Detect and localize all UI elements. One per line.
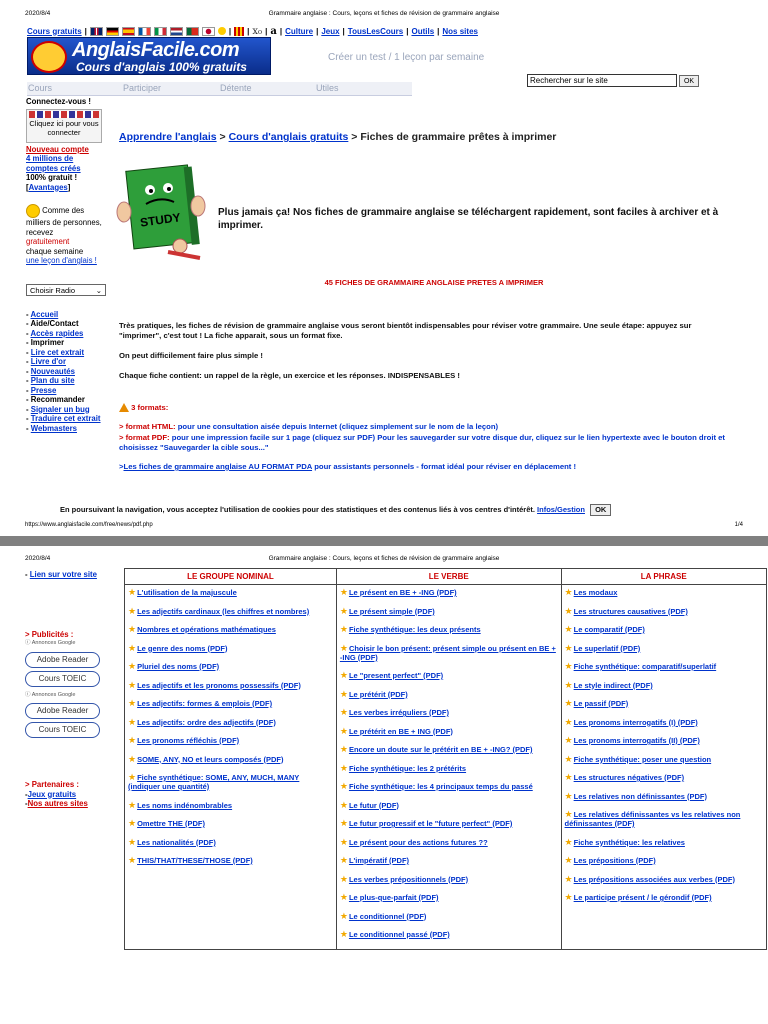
warning-icon (119, 403, 129, 412)
side-menu-item[interactable]: - Livre d'or (26, 357, 66, 366)
lesson-link[interactable]: Le "present perfect" (PDF) (348, 671, 444, 680)
nav-touslescours[interactable]: TousLesCours (347, 26, 404, 36)
chevron-down-icon: ⌄ (95, 285, 102, 295)
star-icon: ★ (339, 781, 348, 791)
lesson-item[interactable] (340, 912, 558, 921)
print-page-2 (0, 546, 768, 1024)
lesson-link[interactable]: Le plus-que-parfait (PDF) (348, 893, 439, 902)
flag-netherlands-icon[interactable] (170, 27, 183, 36)
annonces-google-2-text: Annonces Google (31, 691, 76, 698)
print-page-number: 1/4 (734, 522, 743, 528)
star-icon: ★ (339, 624, 348, 634)
left-sidebar-2: - Lien sur votre site > Publicités : ⓘ Annonces Google Adobe Reader Cours TOEIC ⓘ Annonces Google Adobe Reader Cours TOEIC > Partenaires : -Jeux gratuits -Nos autres sites (25, 570, 125, 809)
side-menu-item-label[interactable]: Webmasters (30, 423, 77, 433)
lesson-link[interactable]: Les nationalités (PDF) (137, 837, 216, 847)
star-icon: ★ (339, 892, 348, 902)
annonces-google-1: ⓘ Annonces Google (25, 640, 76, 646)
publicites-heading: > Publicités : (25, 629, 74, 639)
breadcrumb-apprendre[interactable]: Apprendre l'anglais (119, 131, 217, 143)
free-text: 100% gratuit ! (26, 173, 78, 182)
side-menu-item-label[interactable]: Lire cet extrait (30, 347, 85, 357)
menu-detente[interactable]: Détente (220, 83, 252, 93)
lesson-item[interactable] (128, 773, 333, 791)
lesson-link[interactable]: Le présent simple (PDF) (348, 606, 435, 616)
star-icon: ★ (564, 587, 573, 597)
annonces-google-1-text: Annonces Google (31, 640, 76, 646)
format-pdf-label: > format PDF: (119, 433, 170, 442)
paragraph-1: Très pratiques, les fiches de révision de grammaire anglaise vous seront bientôt indispensables pour réviser votre grammaire. Une seule étape: appuyez sur "imprimer", c'est tout ! La fiche apparait, sous un format fixe. (119, 321, 692, 340)
lesson-item[interactable] (340, 856, 558, 865)
print-header-2 (0, 555, 768, 567)
ad-cours-toeic-2[interactable]: Cours TOEIC (25, 722, 100, 738)
nav-nos-sites[interactable]: Nos sites (442, 26, 478, 36)
lesson-item[interactable] (340, 838, 558, 847)
side-menu-item-label[interactable]: Nouveautés (30, 366, 75, 376)
lesson-item[interactable] (128, 588, 333, 597)
menu-utiles[interactable]: Utiles (316, 83, 339, 93)
lesson-link[interactable]: L'impératif (PDF) (348, 856, 410, 865)
format-html-label: > format HTML: (119, 422, 176, 431)
lesson-item[interactable] (340, 930, 558, 939)
star-icon: ★ (339, 873, 348, 884)
lesson-item[interactable] (340, 690, 558, 699)
star-icon: ★ (128, 855, 137, 865)
flag-france-icon[interactable] (138, 27, 151, 36)
connect-heading: Connectez-vous ! (26, 97, 91, 106)
left-sidebar: Connectez-vous ! Cliquez ici pour vous connecter Nouveau compte 4 millions de comptes créés 100% gratuit ! [Avantages] Comme des milliers de personnes, recevez gratuitement chaque semaine une leçon d'anglais ! Choisir Radio ⌄ - Accueil - Aide/Contact - Accès rapides - Imprimer - Lire cet extrait - Livre d'or - Nouveautés - Plan du site - Presse - Recommander - Signaler un bug - Traduire cet extrait - Webmasters (26, 97, 106, 433)
side-menu-item-label: Aide/Contact (30, 319, 79, 328)
side-menu-item-label: Recommander (30, 395, 85, 404)
lesson-link[interactable]: Le prétérit en BE + ING (PDF) (348, 726, 453, 736)
star-icon: ★ (128, 753, 137, 764)
star-icon: ★ (128, 698, 137, 708)
nav-culture[interactable]: Culture (285, 26, 314, 36)
lesson-link[interactable]: Le conditionnel passé (PDF) (348, 930, 450, 939)
star-icon: ★ (128, 679, 137, 690)
lesson-item[interactable] (340, 893, 558, 902)
colors-icon[interactable] (234, 27, 244, 36)
lesson-item[interactable] (340, 644, 558, 662)
millions-link[interactable]: 4 millions de comptes créés (26, 154, 81, 173)
side-menu-item-label: Imprimer (30, 338, 65, 347)
lesson-item[interactable] (128, 699, 333, 708)
lesson-link[interactable]: Les adjectifs cardinaux (les chiffres et nombres) (137, 606, 310, 616)
math-icon[interactable]: x₀ (252, 25, 263, 37)
annonces-google-2: ⓘ Annonces Google (25, 691, 76, 698)
newsletter-text: Comme des milliers de personnes, recevez (26, 206, 102, 237)
star-icon: ★ (128, 735, 137, 745)
side-menu-item[interactable]: - Accès rapides (26, 328, 84, 338)
lesson-item[interactable] (565, 662, 763, 671)
autres-sites-link[interactable]: Nos autres sites (27, 799, 88, 808)
star-icon: ★ (564, 873, 573, 884)
lesson-link[interactable]: Le futur progressif et le "future perfect" (PDF) (348, 819, 513, 828)
lesson-item[interactable] (565, 773, 763, 782)
lesson-link[interactable]: Le futur (PDF) (348, 800, 399, 810)
radio-select-value: Choisir Radio (30, 285, 76, 295)
star-icon: ★ (564, 679, 573, 690)
menu-cours[interactable]: Cours (28, 83, 53, 93)
intro-text: Plus jamais ça! Nos fiches de grammaire anglaise se téléchargent rapidement, sont faciles à archiver et à imprimer. (218, 207, 719, 231)
star-icon: ★ (339, 642, 348, 653)
lesson-item[interactable] (340, 782, 558, 791)
study-book-illustration (110, 160, 215, 260)
smiley-icon[interactable] (218, 27, 226, 35)
lesson-link[interactable]: Les pronoms réfléchis (PDF) (137, 736, 240, 745)
star-icon: ★ (339, 744, 348, 754)
print-date: 2020/8/4 (25, 10, 51, 17)
header-verbe: LE VERBE (336, 569, 561, 585)
lesson-item[interactable] (128, 838, 333, 847)
star-icon: ★ (339, 670, 348, 680)
lesson-item[interactable] (340, 819, 558, 828)
new-account-link[interactable]: Nouveau compte (26, 144, 89, 154)
search-input[interactable]: Rechercher sur le site (527, 74, 677, 87)
ad-adobe-reader-2[interactable]: Adobe Reader (25, 703, 100, 719)
lesson-link[interactable]: Fiche synthétique: SOME, ANY, MUCH, MANY (indiquer une quantité) (128, 773, 300, 791)
side-menu-item-label[interactable]: Accès rapides (30, 328, 84, 338)
print-title: Grammaire anglaise : Cours, leçons et fiches de révision de grammaire anglaise (268, 10, 500, 17)
print-url: https://www.anglaisfacile.com/free/news/pdf.php (25, 522, 153, 528)
logo-subtitle: Cours d'anglais 100% gratuits (76, 60, 247, 74)
thumbs-up-smiley-icon (26, 204, 40, 218)
lesson-link[interactable]: Les pronoms interrogatifs (I) (PDF) (573, 717, 698, 727)
print-footer (25, 522, 743, 528)
lesson-item[interactable] (565, 755, 763, 764)
flag-portugal-icon[interactable] (186, 27, 199, 36)
lesson-link[interactable]: Les modaux (573, 588, 618, 597)
side-menu-item[interactable]: - Plan du site (26, 376, 75, 385)
format-pdf (119, 433, 729, 453)
advantages-link[interactable]: Avantages (28, 182, 68, 192)
lesson-item[interactable] (340, 588, 558, 597)
top-nav: Cours gratuits | | | x₀ | a | Culture | Jeux | TousLesCours | Outils | Nos sites (27, 25, 478, 37)
lesson-item[interactable] (565, 607, 763, 616)
side-menu-item[interactable]: - Signaler un bug (26, 404, 90, 414)
lesson-link[interactable]: Les pronoms interrogatifs (II) (PDF) (573, 736, 700, 745)
column-phrase (561, 585, 766, 950)
lesson-link[interactable]: Choisir le bon présent: présent simple ou présent en BE + -ING (PDF) (339, 643, 556, 662)
lesson-item[interactable] (565, 699, 763, 708)
lesson-link[interactable]: Les verbes irréguliers (PDF) (348, 708, 449, 717)
lien-site-link[interactable]: Lien sur votre site (29, 570, 97, 579)
side-menu-item-label[interactable]: Plan du site (30, 376, 75, 385)
menu-participer[interactable]: Participer (123, 83, 162, 93)
nav-jeux[interactable]: Jeux (321, 26, 340, 36)
lesson-item[interactable] (565, 736, 763, 745)
column-groupe-nominal (125, 585, 337, 950)
study-label: STUDY (139, 210, 182, 230)
lesson-item[interactable] (340, 727, 558, 736)
lesson-item[interactable] (565, 893, 763, 902)
gratuitement-text: gratuitement (26, 237, 70, 246)
partenaires-heading: > Partenaires : (25, 780, 79, 789)
flag-spain-icon[interactable] (122, 27, 135, 36)
cookie-info-link[interactable]: Infos/Gestion (537, 505, 585, 514)
side-menu-item-label[interactable]: Livre d'or (30, 357, 66, 366)
star-icon: ★ (339, 799, 348, 810)
star-icon: ★ (339, 688, 348, 699)
lesson-item[interactable] (565, 810, 763, 828)
lesson-link[interactable]: Fiche synthétique: les deux présents (348, 625, 481, 634)
star-icon: ★ (339, 725, 348, 736)
lesson-link[interactable]: Omettre THE (PDF) (137, 819, 205, 828)
nav-outils[interactable]: Outils (411, 26, 435, 36)
lesson-link[interactable]: Les adjectifs et les pronoms possessifs (PDF) (137, 680, 301, 690)
star-icon: ★ (564, 790, 573, 801)
newsletter-link[interactable]: une leçon d'anglais ! (26, 256, 97, 265)
star-icon: ★ (339, 818, 348, 828)
lesson-link[interactable]: Le comparatif (PDF) (573, 625, 645, 634)
lesson-link[interactable]: SOME, ANY, NO et leurs composés (PDF) (137, 754, 284, 764)
star-icon: ★ (339, 929, 348, 939)
side-menu-item[interactable]: - Traduire cet extrait (26, 414, 101, 423)
lesson-item[interactable] (128, 681, 333, 690)
letter-a-icon[interactable]: a (270, 25, 277, 37)
lesson-item[interactable] (340, 764, 558, 773)
star-icon: ★ (339, 605, 348, 616)
star-icon: ★ (339, 587, 348, 597)
lesson-item[interactable] (128, 718, 333, 727)
lesson-item[interactable] (565, 718, 763, 727)
star-icon: ★ (564, 661, 573, 671)
print-date-2: 2020/8/4 (25, 555, 51, 562)
lesson-link[interactable]: Le prétérit (PDF) (348, 689, 408, 699)
paragraph-3: Chaque fiche contient: un rappel de la règle, un exercice et les réponses. INDISPENSABLES ! (119, 371, 460, 380)
lesson-link[interactable]: Encore un doute sur le prétérit en BE + -ING? (PDF) (348, 745, 533, 754)
star-icon: ★ (128, 716, 137, 727)
print-title-2: Grammaire anglaise : Cours, leçons et fiches de révision de grammaire anglaise (268, 555, 500, 562)
lesson-item[interactable] (128, 755, 333, 764)
lesson-link[interactable]: Fiche synthétique: les 4 principaux temps du passé (348, 782, 533, 791)
create-test-link[interactable]: Créer un test / 1 leçon par semaine (328, 52, 485, 63)
heading-45-fiches: 45 FICHES DE GRAMMAIRE ANGLAISE PRETES A IMPRIMER (324, 278, 544, 287)
lesson-item[interactable] (565, 792, 763, 801)
header-groupe-nominal: LE GROUPE NOMINAL (125, 569, 337, 585)
lesson-link[interactable]: Le passif (PDF) (573, 699, 629, 708)
side-menu-item[interactable]: - Accueil (26, 309, 59, 319)
lesson-link[interactable]: Le présent pour des actions futures ?? (348, 837, 488, 847)
nav-cours-gratuits[interactable]: Cours gratuits (27, 26, 82, 36)
main-menu (27, 82, 412, 96)
site-logo[interactable] (27, 37, 271, 75)
lesson-link[interactable]: Fiche synthétique: les 2 prétérits (348, 763, 467, 773)
star-icon: ★ (564, 716, 573, 727)
star-icon: ★ (339, 910, 348, 921)
lesson-item[interactable] (340, 801, 558, 810)
star-icon: ★ (128, 818, 137, 828)
lesson-link[interactable]: Les structures négatives (PDF) (573, 773, 685, 782)
column-verbe (336, 585, 561, 950)
star-icon: ★ (564, 855, 573, 865)
star-icon: ★ (564, 642, 573, 653)
star-icon: ★ (564, 836, 573, 847)
format-html-desc: pour une consultation aisée depuis Internet (cliquez simplement sur le nom de la leçon) (177, 422, 499, 431)
lesson-item[interactable] (128, 819, 333, 828)
lesson-link[interactable]: Les relatives non définissantes (PDF) (573, 791, 707, 801)
flag-germany-icon[interactable] (106, 27, 119, 36)
cookie-banner (0, 502, 768, 518)
star-icon: ★ (128, 642, 137, 653)
star-icon: ★ (128, 587, 137, 597)
lesson-item[interactable] (565, 625, 763, 634)
lesson-item[interactable] (340, 708, 558, 717)
star-icon: ★ (564, 753, 573, 764)
lesson-item[interactable] (340, 625, 558, 634)
lesson-link[interactable]: Les noms indénombrables (137, 800, 233, 810)
lesson-item[interactable] (565, 838, 763, 847)
flag-italy-icon[interactable] (154, 27, 167, 36)
lesson-item[interactable] (128, 625, 333, 634)
star-icon: ★ (564, 892, 573, 902)
ad-cours-toeic-1[interactable]: Cours TOEIC (25, 671, 100, 687)
flag-uk-icon[interactable] (90, 27, 103, 36)
search-button[interactable]: OK (679, 75, 699, 87)
grammar-table (124, 568, 767, 950)
breadcrumb-current: Fiches de grammaire prêtes à imprimer (360, 131, 557, 143)
lesson-link[interactable]: Les adjectifs: formes & emplois (PDF) (137, 699, 273, 708)
lesson-link[interactable]: Le style indirect (PDF) (573, 680, 653, 690)
side-menu-item[interactable]: - Presse (26, 385, 57, 395)
format-pda: >Les fiches de grammaire anglaise AU FORMAT PDA pour assistants personnels - format idéal pour réviser en déplacement ! (119, 462, 577, 471)
lesson-link[interactable]: Le présent en BE + -ING (PDF) (348, 588, 457, 597)
lesson-link[interactable]: Les adjectifs: ordre des adjectifs (PDF) (137, 717, 276, 727)
jeux-gratuits-link[interactable]: Jeux gratuits (27, 789, 77, 799)
star-icon: ★ (339, 762, 348, 773)
side-menu-item[interactable]: - Imprimer (26, 338, 65, 347)
lesson-item[interactable] (565, 644, 763, 653)
lesson-item[interactable] (565, 588, 763, 597)
lesson-link[interactable]: Fiche synthétique: les relatives (573, 837, 685, 847)
formats-title-text: 3 formats: (131, 403, 169, 412)
lesson-link[interactable]: Nombres et opérations mathématiques (137, 625, 276, 634)
connect-box-label: Cliquez ici pour vous connecter (29, 118, 99, 137)
format-pdf-desc: pour une impression facile sur 1 page (cliquez sur PDF) Pour les sauvegarder sur votre disque dur, cliquez sur le lien hypertexte avec le bouton droit et choisissez "Sauvegarder la cible sous..." (119, 433, 725, 452)
lesson-link[interactable]: Fiche synthétique: poser une question (573, 754, 712, 764)
social-icons (29, 111, 99, 118)
side-menu-item[interactable]: - Aide/Contact (26, 319, 79, 328)
lesson-link[interactable]: Le participe présent / le gérondif (PDF) (573, 893, 712, 902)
breadcrumb-cours[interactable]: Cours d'anglais gratuits (228, 131, 349, 143)
star-icon: ★ (564, 698, 573, 708)
lesson-item[interactable] (128, 644, 333, 653)
lesson-link[interactable]: Le genre des noms (PDF) (137, 643, 228, 653)
side-menu-item[interactable]: - Recommander (26, 395, 85, 404)
header-phrase: LA PHRASE (561, 569, 766, 585)
lesson-item[interactable] (565, 875, 763, 884)
print-header (0, 10, 768, 22)
star-icon: ★ (564, 809, 573, 819)
pda-desc: pour assistants personnels - format idéal pour réviser en déplacement ! (314, 462, 577, 471)
side-menu-item[interactable]: - Nouveautés (26, 366, 75, 376)
chaque-semaine-text: chaque semaine (26, 246, 84, 256)
mascot-icon (31, 41, 67, 73)
connect-box[interactable] (26, 109, 102, 143)
ad-adobe-reader-1[interactable]: Adobe Reader (25, 652, 100, 668)
paragraph-2: On peut difficilement faire plus simple ! (119, 351, 263, 360)
star-icon: ★ (339, 855, 348, 865)
lesson-item[interactable] (128, 662, 333, 671)
breadcrumb: Apprendre l'anglais > Cours d'anglais gratuits > Fiches de grammaire prêtes à imprimer (119, 131, 557, 143)
star-icon: ★ (564, 772, 573, 782)
lesson-item[interactable] (565, 856, 763, 865)
cookie-text: En poursuivant la navigation, vous acceptez l'utilisation de cookies pour des statistiques et des contenus liés à vos centres d'intérêt. (60, 505, 535, 514)
lesson-link[interactable]: Pluriel des noms (PDF) (137, 662, 220, 671)
flag-japan-icon[interactable] (202, 27, 215, 36)
side-menu-item-label[interactable]: Presse (30, 385, 57, 395)
star-icon: ★ (339, 836, 348, 847)
lesson-item[interactable] (128, 607, 333, 616)
star-icon: ★ (128, 836, 137, 847)
star-icon: ★ (564, 735, 573, 745)
star-icon: ★ (128, 605, 137, 616)
lesson-item[interactable] (128, 736, 333, 745)
lesson-item[interactable] (128, 856, 333, 865)
format-html (119, 422, 729, 432)
cookie-ok-button[interactable]: OK (590, 504, 611, 516)
lesson-link[interactable]: Les relatives définissantes vs les relatives non définissantes (PDF) (564, 810, 741, 828)
lesson-link[interactable]: THIS/THAT/THESE/THOSE (PDF) (137, 856, 253, 865)
side-menu-item-label[interactable]: Accueil (30, 309, 59, 319)
lesson-item[interactable] (565, 681, 763, 690)
star-icon: ★ (564, 605, 573, 616)
lesson-link[interactable]: L'utilisation de la majuscule (137, 588, 237, 597)
side-menu-item-label[interactable]: Traduire cet extrait (30, 414, 101, 423)
star-icon: ★ (339, 707, 348, 717)
star-icon: ★ (128, 799, 137, 810)
formats-title (119, 403, 729, 413)
lesson-link[interactable]: Fiche synthétique: comparatif/superlatif (573, 662, 717, 671)
lesson-item[interactable] (128, 801, 333, 810)
lesson-link[interactable]: Le superlatif (PDF) (573, 643, 641, 653)
lesson-link[interactable]: Les prépositions associées aux verbes (PDF) (573, 874, 735, 884)
side-menu-item[interactable]: - Lire cet extrait (26, 347, 85, 357)
lesson-item[interactable] (340, 745, 558, 754)
lesson-item[interactable] (340, 875, 558, 884)
lesson-link[interactable]: Les verbes prépositionnels (PDF) (348, 874, 469, 884)
lesson-item[interactable] (340, 671, 558, 680)
lesson-link[interactable]: Les structures causatives (PDF) (573, 606, 688, 616)
lesson-link[interactable]: Le conditionnel (PDF) (348, 911, 427, 921)
star-icon: ★ (564, 624, 573, 634)
lesson-link[interactable]: Les prépositions (PDF) (573, 856, 656, 865)
star-icon: ★ (128, 772, 137, 782)
lesson-item[interactable] (340, 607, 558, 616)
side-menu-item[interactable]: - Webmasters (26, 423, 77, 433)
logo-title: AnglaisFacile.com (72, 39, 240, 61)
side-menu (26, 310, 106, 434)
star-icon: ★ (128, 624, 137, 634)
side-menu-item-label[interactable]: Signaler un bug (30, 404, 90, 414)
pda-link[interactable]: Les fiches de grammaire anglaise AU FORMAT PDA (123, 462, 313, 471)
star-icon: ★ (128, 661, 137, 671)
